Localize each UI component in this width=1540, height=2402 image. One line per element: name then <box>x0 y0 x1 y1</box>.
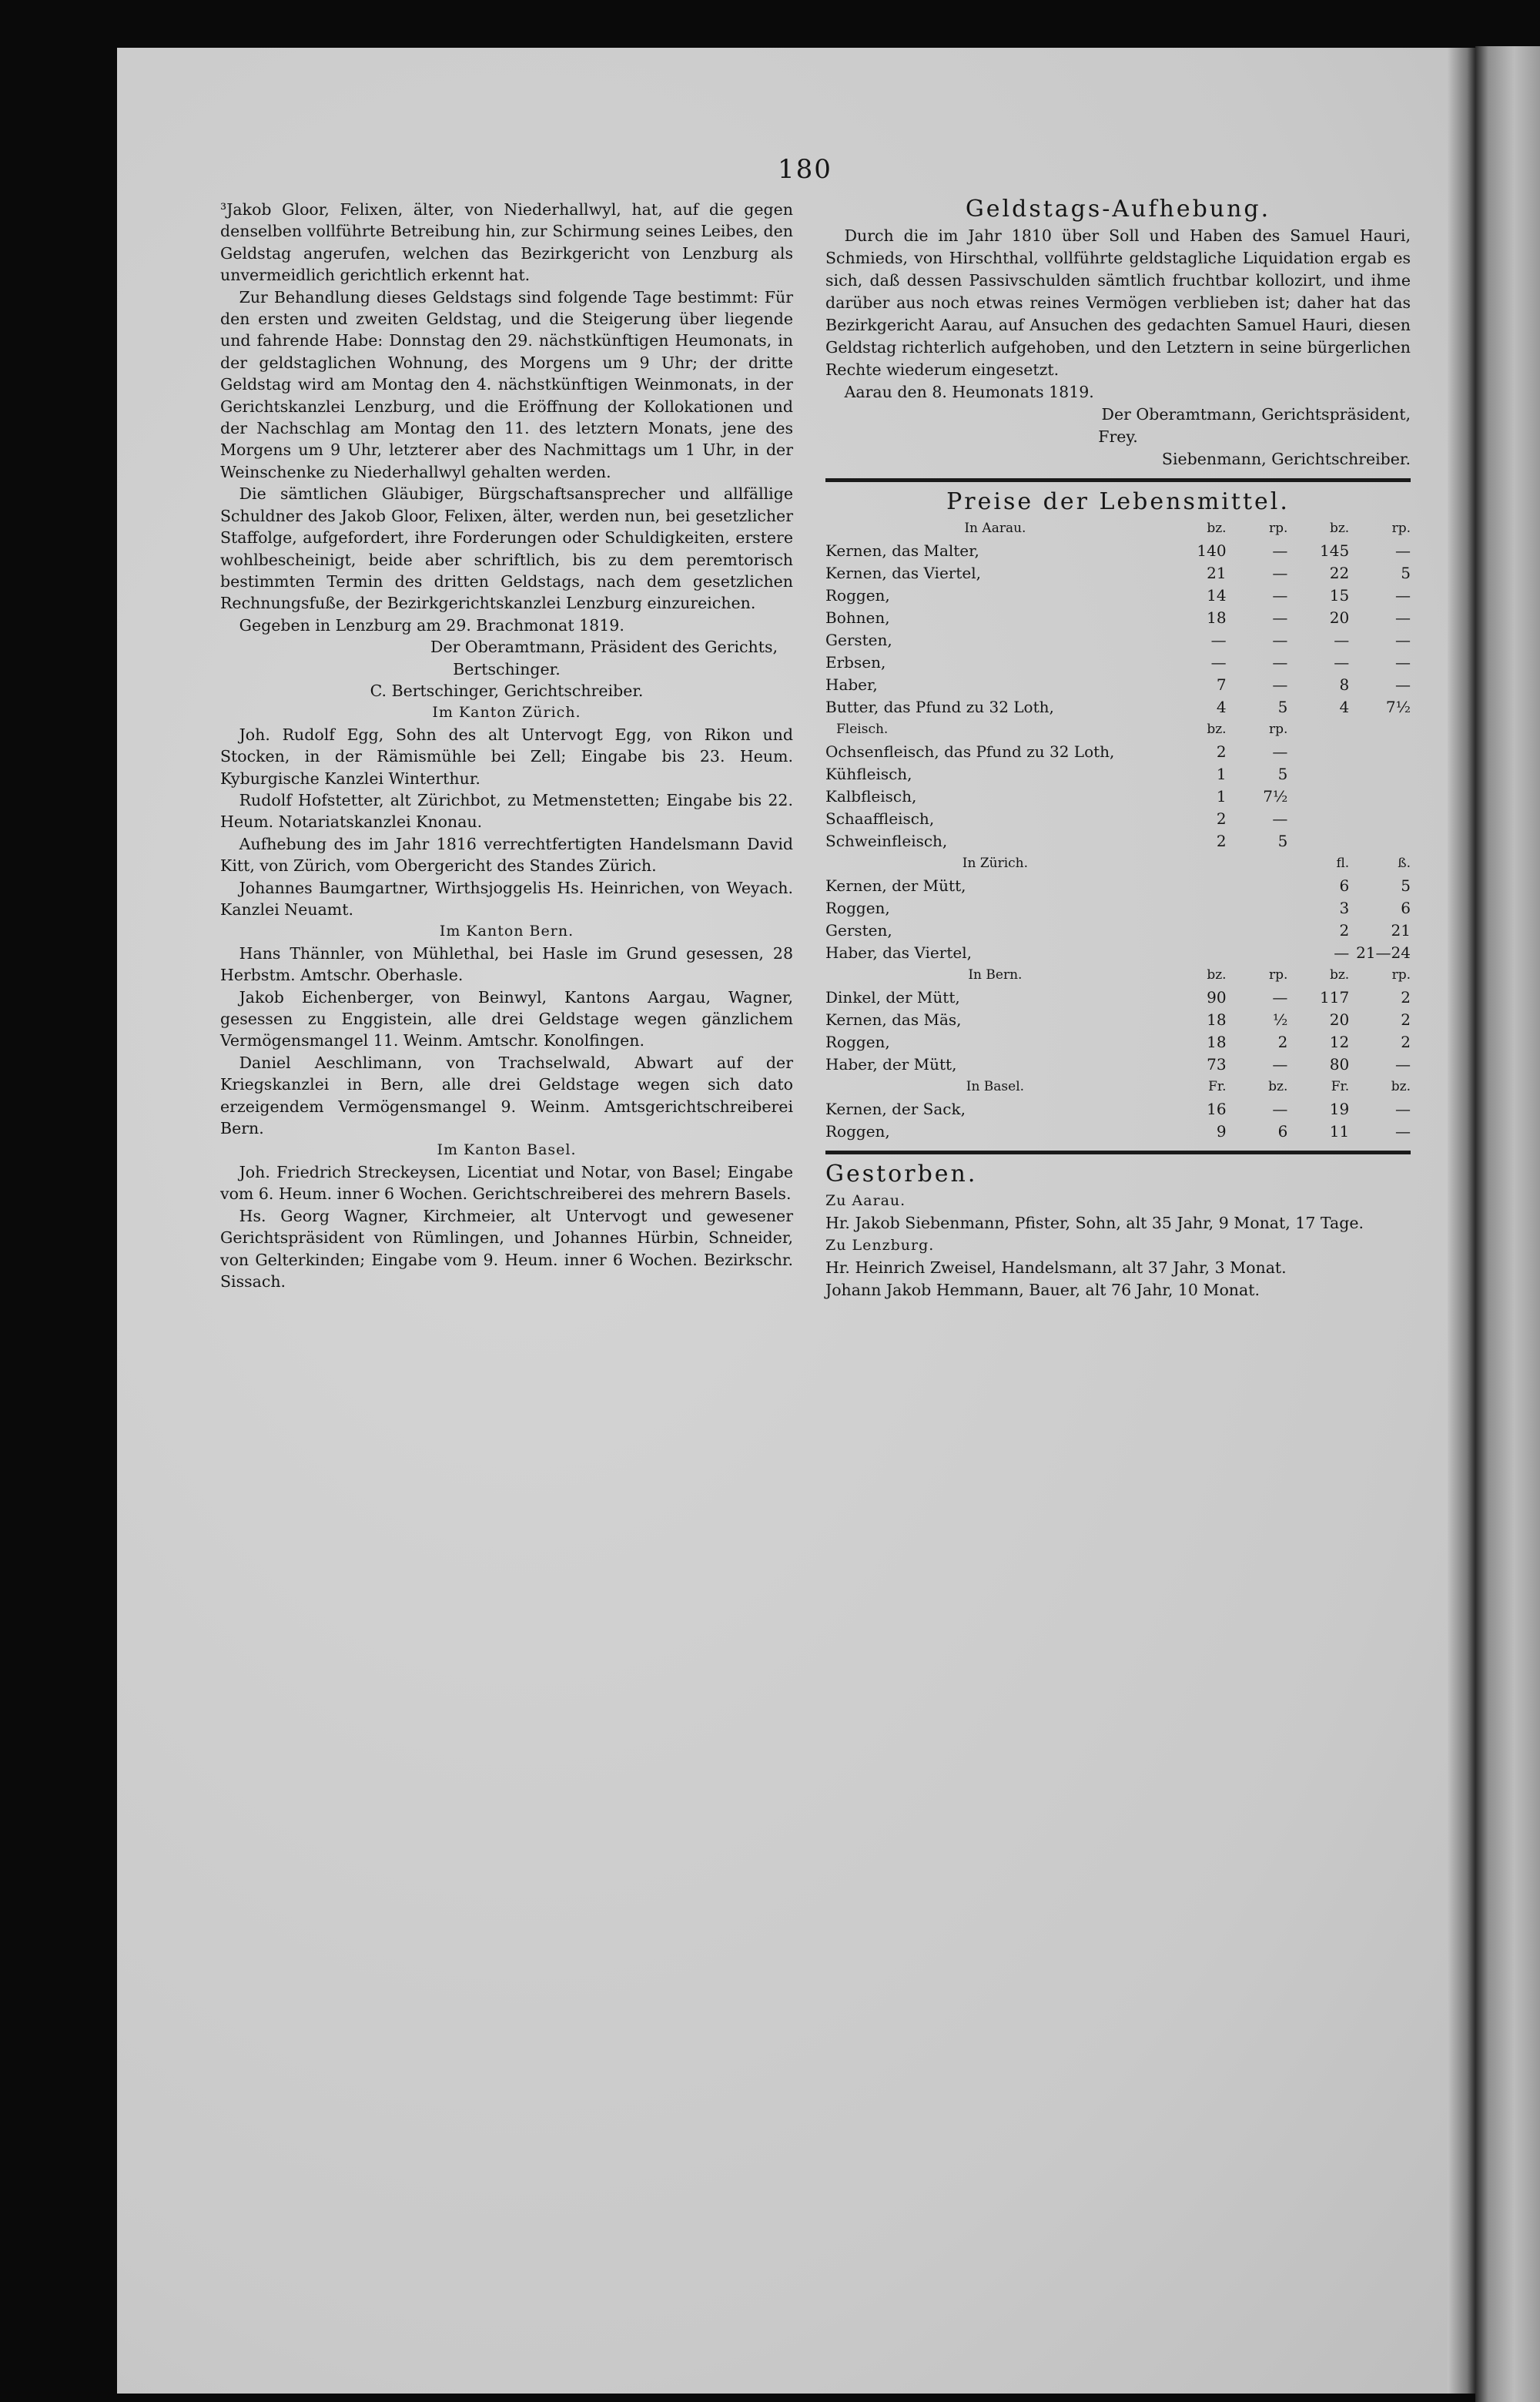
item-name: Dinkel, der Mütt, <box>825 988 960 1007</box>
column-header: bz. <box>1207 722 1227 737</box>
item-name: Haber, das Viertel, <box>825 943 972 962</box>
price-cell: 2 <box>1401 1033 1411 1051</box>
price-cell: — <box>1272 675 1288 694</box>
column-header: bz. <box>1207 521 1227 536</box>
price-cell: — <box>1395 541 1411 560</box>
rows-bern <box>825 987 1411 1076</box>
price-cell: 5 <box>1277 832 1288 850</box>
item-name: Kernen, das Viertel, <box>825 564 981 582</box>
listing-entry: Rudolf Hofstetter, alt Zürichbot, zu Metmenstetten; Eingabe bis 22. Heum. Notariatskanzlei Knonau. <box>220 790 793 832</box>
listing-entry: Joh. Rudolf Egg, Sohn des alt Untervogt Egg, von Rikon und Stocken, in der Rämismühle bei Zell; Eingabe bis 23. Heum. Kyburgische Kanzlei Winterthur. <box>220 725 793 788</box>
column-header: ß. <box>1398 856 1411 871</box>
price-cell: — <box>1395 675 1411 694</box>
rows-fleisch <box>825 741 1411 853</box>
table-header-row <box>825 1076 1411 1098</box>
item-name: Roggen, <box>825 1033 890 1051</box>
town-heading-lenzburg: Zu Lenzburg. <box>825 1237 935 1254</box>
rows-zurich <box>825 875 1411 964</box>
price-cell: 2 <box>1216 742 1227 761</box>
signature-name: Frey. <box>1098 427 1138 446</box>
price-cell: 4 <box>1339 698 1350 716</box>
item-name: Kernen, der Sack, <box>825 1100 966 1118</box>
item-name: Butter, das Pfund zu 32 Loth, <box>825 698 1054 716</box>
price-cell: 1 <box>1216 765 1227 783</box>
price-cell: — <box>1272 564 1288 582</box>
listing-entry: Johannes Baumgartner, Wirthsjoggelis Hs. Heinrichen, von Weyach. Kanzlei Neuamt. <box>220 878 793 919</box>
item-name: Schaaffleisch, <box>825 809 935 828</box>
price-cell: 19 <box>1329 1100 1350 1118</box>
table-row <box>825 920 1411 942</box>
signature-name: Bertschinger. <box>453 659 561 678</box>
market-heading: In Basel. <box>966 1079 1025 1094</box>
price-cell: — <box>1272 541 1288 560</box>
column-header: bz. <box>1329 521 1350 536</box>
column-header: rp. <box>1391 521 1411 536</box>
price-cell: 2 <box>1277 1033 1288 1051</box>
price-cell: — <box>1272 1100 1288 1118</box>
page-gutter-shadow <box>1448 48 1475 2394</box>
price-cell: 6 <box>1277 1122 1288 1141</box>
price-cell: 6 <box>1401 899 1411 917</box>
table-header-row <box>825 964 1411 987</box>
price-cell: 9 <box>1216 1122 1227 1141</box>
section-divider <box>825 1151 1411 1154</box>
price-cell: 145 <box>1320 541 1350 560</box>
price-cell: — <box>1272 653 1288 672</box>
market-heading: In Bern. <box>968 967 1023 983</box>
death-entry: Johann Jakob Hemmann, Bauer, alt 76 Jahr, 10 Monat. <box>825 1281 1260 1299</box>
listing-entry: Hans Thännler, von Mühlethal, bei Hasle im Grund gesessen, 28 Herbstm. Amtschr. Oberhasle. <box>220 943 793 985</box>
price-cell: — <box>1395 1122 1411 1141</box>
geldstag-date: Aarau den 8. Heumonats 1819. <box>844 383 1094 401</box>
listing-entry: Jakob Eichenberger, von Beinwyl, Kantons Aargau, Wagner, gesessen zu Enggistein, alle drei Geldstage wegen gänzlichem Vermögensmangel 11. Weinm. Amtschr. Konolfingen. <box>220 987 793 1050</box>
price-cell: 117 <box>1320 988 1350 1007</box>
price-cell: 7½ <box>1385 698 1411 716</box>
column-header: fl. <box>1336 856 1350 871</box>
price-cell: 7 <box>1216 675 1227 694</box>
table-row <box>825 808 1411 830</box>
table-row <box>825 875 1411 897</box>
price-cell: — <box>1334 943 1350 962</box>
item-name: Gersten, <box>825 921 892 940</box>
price-cell: — <box>1210 631 1227 649</box>
price-cell: — <box>1395 586 1411 605</box>
left-column <box>220 199 793 1292</box>
price-cell: 4 <box>1216 698 1227 716</box>
item-name: Gersten, <box>825 631 892 649</box>
item-name: Erbsen, <box>825 653 886 672</box>
death-entry: Hr. Jakob Siebenmann, Pfister, Sohn, alt 35 Jahr, 9 Monat, 17 Tage. <box>825 1214 1364 1232</box>
table-row <box>825 763 1411 786</box>
table-row <box>825 987 1411 1009</box>
column-header: bz. <box>1207 967 1227 983</box>
item-name: Kühfleisch, <box>825 765 912 783</box>
price-cell: 1 <box>1216 787 1227 806</box>
column-header: Fr. <box>1208 1079 1227 1094</box>
table-row <box>825 562 1411 585</box>
page-number: 180 <box>778 154 832 185</box>
column-header: bz. <box>1268 1079 1288 1094</box>
price-cell: 80 <box>1329 1055 1350 1074</box>
price-cell: 20 <box>1329 608 1350 627</box>
item-name: Kernen, das Malter, <box>825 541 979 560</box>
item-name: Haber, <box>825 675 878 694</box>
listing-entry: Joh. Friedrich Streckeysen, Licentiat und Notar, von Basel; Eingabe vom 6. Heum. inner 6 Wochen. Gerichtschreiberei des mehrern Basels. <box>220 1162 793 1204</box>
market-heading: In Zürich. <box>962 856 1029 871</box>
price-cell: — <box>1395 653 1411 672</box>
signature-clerk: Siebenmann, Gerichtschreiber. <box>1161 450 1411 468</box>
rows-basel <box>825 1098 1411 1143</box>
price-cell: 16 <box>1207 1100 1227 1118</box>
item-name: Kernen, das Mäs, <box>825 1010 962 1029</box>
notice-paragraph: ³Jakob Gloor, Felixen, älter, von Niederhallwyl, hat, auf die gegen denselben vollführte Betreibung hin, zur Schirmung seines Leibes, den Geldstag angerufen, welchen das Bezirkgericht von Lenzburg als unvermeidlich gerichtlich erkennt hat. <box>220 200 793 285</box>
table-header-row <box>825 853 1411 875</box>
price-cell: 15 <box>1329 586 1350 605</box>
price-cell: — <box>1395 608 1411 627</box>
rows-aarau <box>825 540 1411 719</box>
market-heading: In Aarau. <box>964 521 1026 536</box>
price-cell: 2 <box>1339 921 1350 940</box>
price-cell: 12 <box>1329 1033 1350 1051</box>
price-cell: 22 <box>1329 564 1350 582</box>
table-header-row <box>825 719 1411 741</box>
price-cell: 21 <box>1207 564 1227 582</box>
price-cell: 3 <box>1339 899 1350 917</box>
item-name: Haber, der Mütt, <box>825 1055 957 1074</box>
table-row <box>825 1098 1411 1121</box>
notice-paragraph: Zur Behandlung dieses Geldstags sind folgende Tage bestimmt: Für den ersten und zweiten Geldstag, und die Steigerung über liegende und fahrende Habe: Donnstag den 29. nächstkünftigen Heumonats, in der geldstaglichen Wohnung, des Morgens um 9 Uhr; der dritte Geldstag wird am Montag den 4. nächstkünftigen Weinmonats, in der Gerichtskanzlei Lenzburg, und die Eröffnung der Kollokationen und der Nachschlag am Montag den 11. des letztern Monats, jene des Morgens um 9 Uhr, letzterer aber des Nachmittags um 1 Uhr, in der Weinschenke zu Niederhallwyl gehalten werden. <box>220 287 793 481</box>
table-row <box>825 696 1411 719</box>
canton-heading-basel: Im Kanton Basel. <box>437 1141 577 1159</box>
listing-entry: Daniel Aeschlimann, von Trachselwald, Abwart auf der Kriegskanzlei in Bern, alle drei Geldstage wegen sich dato erzeigendem Vermögensmangel 9. Weinm. Amtsgerichtschreiberei Bern. <box>220 1053 793 1138</box>
table-row <box>825 629 1411 652</box>
table-row <box>825 1054 1411 1076</box>
price-cell: 21 <box>1391 921 1411 940</box>
prices-table-zurich <box>825 853 1411 964</box>
table-row <box>825 607 1411 629</box>
signature-line: Der Oberamtmann, Präsident des Gerichts, <box>430 638 778 657</box>
table-row <box>825 1121 1411 1143</box>
town-heading-aarau: Zu Aarau. <box>825 1192 906 1209</box>
geldstag-paragraph: Durch die im Jahr 1810 über Soll und Haben des Samuel Hauri, Schmieds, von Hirschthal, vollführte geldstagliche Liquidation ergab es sich, daß dessen Passivschulden sämtlich fruchtbar kollozirt, und ihme darüber aus noch etwas reines Vermögen verblieben ist; daher hat das Bezirkgericht Aarau, auf Ansuchen des gedachten Samuel Hauri, diesen Geldstag richterlich aufgehoben, und den Letztern in seine bürgerlichen Rechte wiederum eingesetzt. <box>825 226 1411 379</box>
adjacent-page-edge <box>1475 46 1540 2402</box>
table-row <box>825 786 1411 808</box>
price-cell: 18 <box>1207 1010 1227 1029</box>
section-heading-geldstag: Geldstags-Aufhebung. <box>965 196 1271 223</box>
item-name: Bohnen, <box>825 608 890 627</box>
signature-line: Der Oberamtmann, Gerichtspräsident, <box>1101 405 1411 424</box>
canton-heading-bern: Im Kanton Bern. <box>439 923 574 940</box>
price-cell: 8 <box>1339 675 1350 694</box>
table-row <box>825 897 1411 920</box>
column-header: rp. <box>1268 521 1288 536</box>
column-header: rp. <box>1268 722 1288 737</box>
item-name: Ochsenfleisch, das Pfund zu 32 Loth, <box>825 742 1115 761</box>
section-heading-prices: Preise der Lebensmittel. <box>946 488 1290 515</box>
price-cell: — <box>1395 1100 1411 1118</box>
price-cell: — <box>1272 988 1288 1007</box>
right-column <box>825 194 1411 1302</box>
table-row <box>825 942 1411 964</box>
notice-date: Gegeben in Lenzburg am 29. Brachmonat 1819. <box>239 615 624 635</box>
prices-table-aarau <box>825 518 1411 719</box>
notice-paragraph: Die sämtlichen Gläubiger, Bürgschaftsansprecher und allfällige Schuldner des Jakob Gloor, Felixen, älter, werden nun, bei gesetzlicher Staffolge, aufgefordert, ihre Forderungen oder Schuldigkeiten, erstere wohlbescheinigt, beide aber schriftlich, bis zu dem peremtorisch bestimmten Termin des dritten Geldstags, nach dem gesetzlichen Rechnungsfuße, der Bezirkgerichtskanzlei Lenzburg einzureichen. <box>220 484 793 613</box>
price-cell: 6 <box>1339 876 1350 895</box>
prices-table-basel <box>825 1076 1411 1143</box>
price-cell: 5 <box>1401 876 1411 895</box>
death-entry: Hr. Heinrich Zweisel, Handelsmann, alt 37 Jahr, 3 Monat. <box>825 1258 1287 1277</box>
price-cell: — <box>1210 653 1227 672</box>
item-name: Kernen, der Mütt, <box>825 876 966 895</box>
column-header: rp. <box>1268 967 1288 983</box>
column-header: bz. <box>1391 1079 1411 1094</box>
listing-entry: Aufhebung des im Jahr 1816 verrechtfertigten Handelsmann David Kitt, von Zürich, vom Obergericht des Standes Zürich. <box>220 834 793 876</box>
price-cell: 5 <box>1277 698 1288 716</box>
price-cell: 73 <box>1207 1055 1227 1074</box>
price-cell: — <box>1395 631 1411 649</box>
price-cell: — <box>1272 809 1288 828</box>
price-cell: 11 <box>1329 1122 1350 1141</box>
table-row <box>825 741 1411 763</box>
item-name: Kalbfleisch, <box>825 787 917 806</box>
column-header: bz. <box>1329 967 1350 983</box>
section-divider <box>825 478 1411 482</box>
market-heading: Fleisch. <box>836 722 889 737</box>
price-cell: — <box>1272 631 1288 649</box>
price-cell: — <box>1334 631 1350 649</box>
column-header: Fr. <box>1331 1079 1350 1094</box>
price-cell: 21—24 <box>1356 943 1411 962</box>
table-row <box>825 830 1411 853</box>
table-row <box>825 652 1411 674</box>
canton-heading-zurich: Im Kanton Zürich. <box>432 704 581 722</box>
price-cell: 18 <box>1207 1033 1227 1051</box>
price-cell: — <box>1272 1055 1288 1074</box>
item-name: Roggen, <box>825 1122 890 1141</box>
price-cell: 5 <box>1401 564 1411 582</box>
price-cell: 14 <box>1207 586 1227 605</box>
signature-clerk: C. Bertschinger, Gerichtschreiber. <box>370 681 644 700</box>
price-cell: — <box>1272 742 1288 761</box>
price-cell: 2 <box>1401 1010 1411 1029</box>
price-cell: — <box>1272 586 1288 605</box>
item-name: Roggen, <box>825 899 890 917</box>
table-header-row <box>825 518 1411 540</box>
table-row <box>825 540 1411 562</box>
table-row <box>825 674 1411 696</box>
price-cell: 2 <box>1401 988 1411 1007</box>
price-cell: — <box>1395 1055 1411 1074</box>
price-cell: 18 <box>1207 608 1227 627</box>
prices-table-fleisch <box>825 719 1411 853</box>
price-cell: 140 <box>1197 541 1227 560</box>
price-cell: 5 <box>1277 765 1288 783</box>
price-cell: 20 <box>1329 1010 1350 1029</box>
listing-entry: Hs. Georg Wagner, Kirchmeier, alt Untervogt und gewesener Gerichtspräsident von Rümlingen, und Johannes Hürbin, Schneider, von Gelterkinden; Eingabe vom 9. Heum. inner 6 Wochen. Bezirkschr. Sissach. <box>220 1206 793 1291</box>
price-cell: — <box>1334 653 1350 672</box>
price-cell: 2 <box>1216 809 1227 828</box>
price-cell: — <box>1272 608 1288 627</box>
item-name: Schweinfleisch, <box>825 832 948 850</box>
item-name: Roggen, <box>825 586 890 605</box>
table-row <box>825 1009 1411 1031</box>
price-cell: 2 <box>1216 832 1227 850</box>
section-heading-deaths: Gestorben. <box>825 1161 978 1188</box>
deaths-section <box>825 1159 1411 1302</box>
table-row <box>825 1031 1411 1054</box>
table-row <box>825 585 1411 607</box>
prices-table-bern <box>825 964 1411 1076</box>
price-cell: 7½ <box>1263 787 1288 806</box>
price-cell: ½ <box>1273 1010 1288 1029</box>
column-header: rp. <box>1391 967 1411 983</box>
price-cell: 90 <box>1207 988 1227 1007</box>
